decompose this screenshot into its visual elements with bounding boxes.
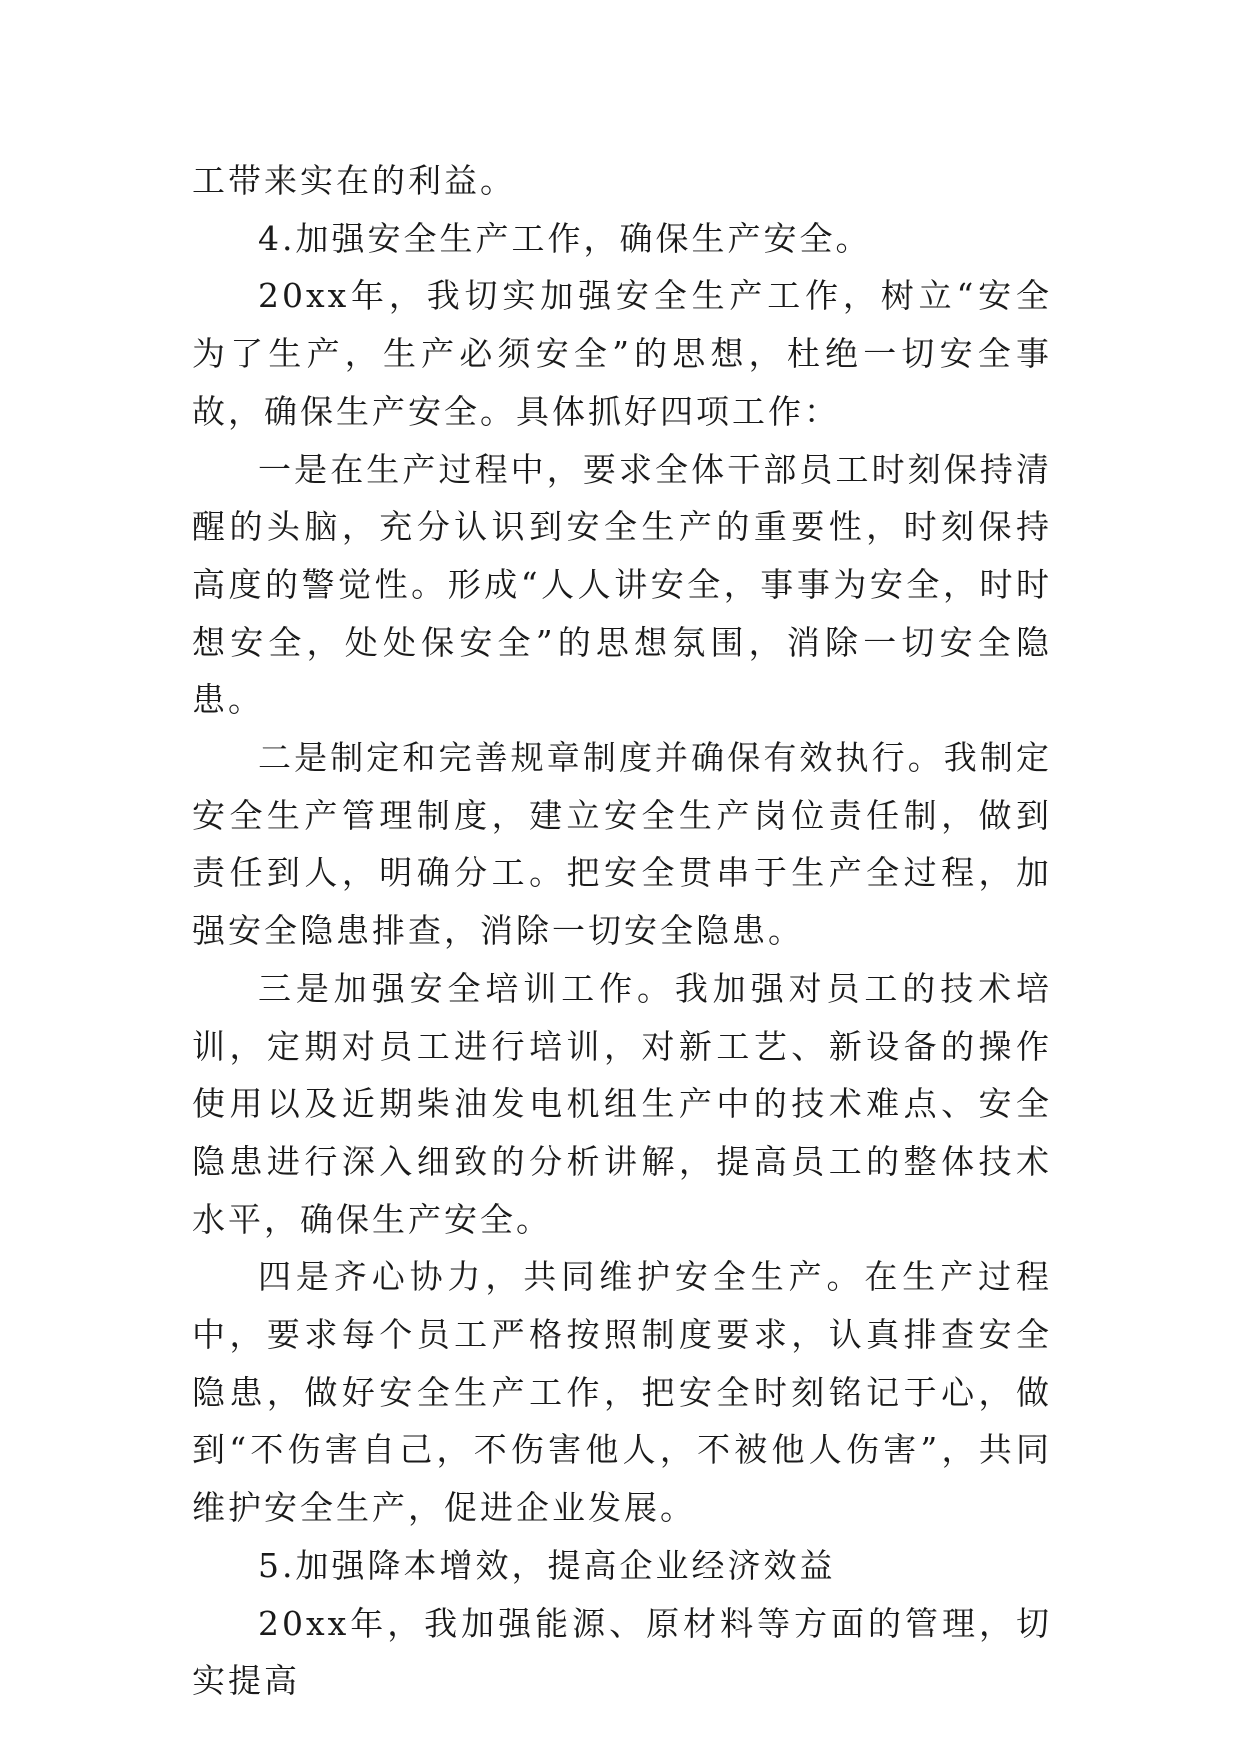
paragraph-continuation: 工带来实在的利益。: [192, 161, 516, 200]
paragraph-safety-intro: 20xx年，我切实加强安全生产工作，树立“安全为了生产，生产必须安全”的思想，杜绝一切安全事故，确保生产安全。具体抓好四项工作：: [192, 276, 1052, 431]
section-heading-5: 5.加强降本增效，提高企业经济效益: [258, 1545, 836, 1585]
section-heading-4: 4.加强安全生产工作，确保生产安全。: [258, 218, 872, 258]
paragraph-item-3: 三是加强安全培训工作。我加强对员工的技术培训，定期对员工进行培训，对新工艺、新设备的操作使用以及近期柴油发电机组生产中的技术难点、安全隐患进行深入细致的分析讲解，提高员工的整体技术水平，确保生产安全。: [192, 968, 1052, 1239]
document-body: [192, 152, 1052, 1710]
paragraph-item-4: 四是齐心协力，共同维护安全生产。在生产过程中，要求每个员工严格按照制度要求，认真排查安全隐患，做好安全生产工作，把安全时刻铭记于心，做到“不伤害自己，不伤害他人，不被他人伤害”，共同维护安全生产，促进企业发展。: [192, 1257, 1052, 1528]
paragraph-item-2: 二是制定和完善规章制度并确保有效执行。我制定安全生产管理制度，建立安全生产岗位责任制，做到责任到人，明确分工。把安全贯串于生产全过程，加强安全隐患排查，消除一切安全隐患。: [192, 738, 1052, 951]
paragraph-cost-intro: 20xx年，我加强能源、原材料等方面的管理，切实提高: [192, 1603, 1052, 1701]
paragraph-item-1: 一是在生产过程中，要求全体干部员工时刻保持清醒的头脑，充分认识到安全生产的重要性，时刻保持高度的警觉性。形成“人人讲安全，事事为安全，时时想安全，处处保安全”的思想氛围，消除一切安全隐患。: [192, 449, 1052, 720]
